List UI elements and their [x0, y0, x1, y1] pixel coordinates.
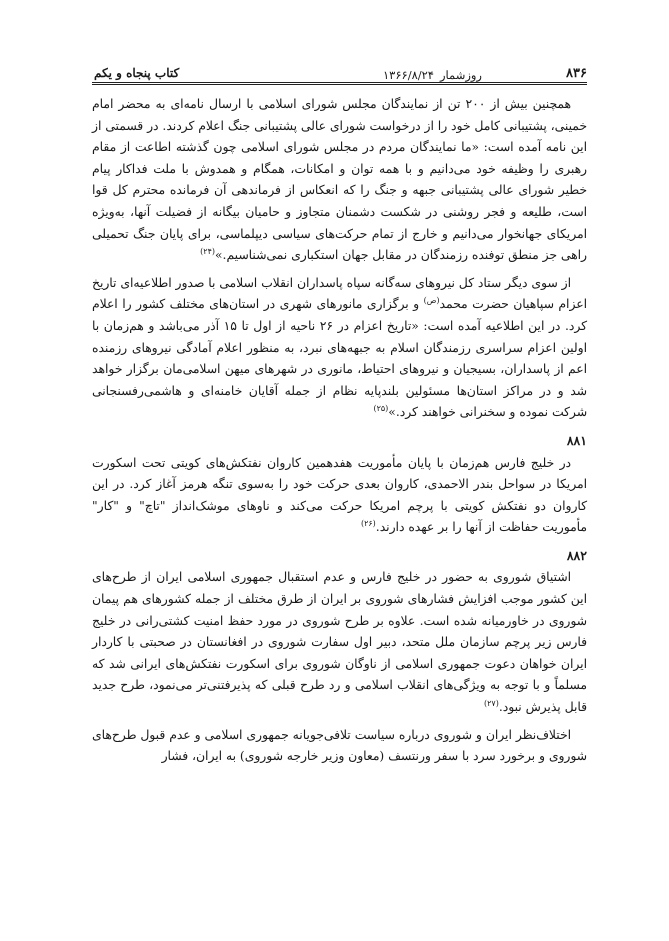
paragraph-text: از سوی دیگر ستاد کل نیروهای سه‌گانه سپاه پاسداران انقلاب اسلامی با صدور اطلاعیه‌ای تاریخ اعزام سپاهیان حضرت محمد [92, 275, 588, 312]
entry-number: ۸۸۱ [566, 432, 587, 448]
entry-number: ۸۸۲ [566, 547, 587, 563]
book-title: کتاب پنجاه و یکم [94, 66, 180, 80]
footnote-ref: (۲۶) [360, 519, 376, 529]
header-divider [92, 82, 587, 85]
paragraph-text: اشتیاق شوروی به حضور در خلیج فارس و عدم استقبال جمهوری اسلامی ایران از طرح‌های این کشور موجب افزایش فشارهای شوروی بر ایران از طرق مختلف از جمله کشورهای هم پیمان شوروی در خاورمیانه شده است. علاوه بر طرح شوروی در مورد حفظ امنیت کشتی‌رانی در خلیج فارس زیر پرچم سازمان ملل متحد، دبیر اول سفارت شوروی در افغانستان در صحبتی با کاردار ایران خواهان دعوت جمهوری اسلامی از ناوگان شوروی برای اسکورت نفتکش‌های ایرانی شد که مسلماً و با توجه به ویژگی‌های انقلاب اسلامی و رد طرح قبلی که پذیرفتنی‌تر می‌نمود، طرح جدید قابل پذیرش نبود. [92, 570, 587, 715]
footnote-ref: (۲۴) [200, 247, 216, 257]
header-date [383, 68, 482, 82]
paragraph-deputies-letter [92, 94, 587, 267]
paragraph-text: در خلیج فارس هم‌زمان با پایان مأموریت هفدهمین کاروان نفتکش‌های کویتی تحت اسکورت امریکا در سواحل بندر الاحمدی، کاروان بعدی حرکت خود را به‌سوی تنگه هرمز آغاز کرد. در این کاروان دو نفتکش کویتی با پرچم امریکا حرکت می‌کند و ناوهای موشک‌انداز "تاچ" و "کار" مأموریت حفاظت از آنها را بر عهده دارند. [92, 455, 587, 535]
paragraph-text: و برگزاری مانورهای شهری در استان‌های مختلف کشور را اعلام کرد. در این اطلاعیه آمده است: «تاریخ اعزام در ۲۶ ناحیه از اول تا ۱۵ آذر می‌باشد و هم‌زمان با اولین اعزام سراسری رزمندگان اسلام به جبهه‌های نبرد، به منظور اعلام آمادگی نیروهای رزمنده اعم از پاسداران، بسیجیان و نیروهای احتیاط، مانوری در شهرهای میهن اسلامی‌مان برگزار خواهد شد و در مراکز استان‌ها مسئولین بلندپایه نظام از جمله آقایان خامنه‌ای و هاشمی‌رفسنجانی شرکت نموده و سخنرانی خواهند کرد.» [92, 297, 588, 420]
paragraph-iran-soviet-dispute [92, 725, 587, 768]
footnote-ref: (۲۵) [373, 404, 389, 414]
paragraph-soviet-pressure [92, 567, 587, 718]
body-text [92, 94, 587, 774]
running-header [92, 62, 587, 86]
paragraph-irgc-announcement [92, 273, 587, 424]
footnote-ref: (۲۷) [484, 698, 499, 708]
header-date-value: ۱۳۶۶/۸/۲۴ [382, 68, 434, 82]
header-date-label: روزشمار [439, 68, 482, 82]
paragraph-kuwaiti-convoy [92, 453, 587, 539]
paragraph-text: اختلاف‌نظر ایران و شوروی درباره سیاست تلافی‌جویانه جمهوری اسلامی و عدم قبول طرح‌های شوروی و برخورد سرد با سفر ورنتسف (معاون وزیر خارجه شوروی) به ایران، فشار [92, 727, 587, 764]
honorific-mark: (ص) [423, 296, 440, 306]
page-number: ۸۳۶ [566, 66, 587, 81]
paragraph-text: همچنین بیش از ۲۰۰ تن از نمایندگان مجلس شورای اسلامی با ارسال نامه‌ای به محضر امام خمینی، پشتیبانی کامل خود را از درخواست شورای عالی پشتیبانی جنگ اعلام کردند. در قسمتی از این نامه آمده است: «ما نمایندگان مردم در مجلس شورای اسلامی چون گذشته اطاعت از مقام رهبری را وظیفه خود می‌دانیم و با همه توان و امکانات، همگام و همدوش با ملت فداکار پیام خطیر شورای عالی پشتیبانی جبهه و جنگ را که انعکاس از فرماندهی آن فرمانده محترم کل قوا است، طلیعه و فجر روشنی در شکست دشمنان متجاوز و حامیان بیگانه از فضیلت آنها، به‌ویژه امریکای جهانخوار می‌دانیم و خارج از تمام حرکت‌های سیاسی دیپلماسی، برای پایان جنگ تحمیلی راهی جز منطق توفنده رزمندگان در مقابل جهان استکباری نمی‌شناسیم.» [92, 97, 587, 263]
